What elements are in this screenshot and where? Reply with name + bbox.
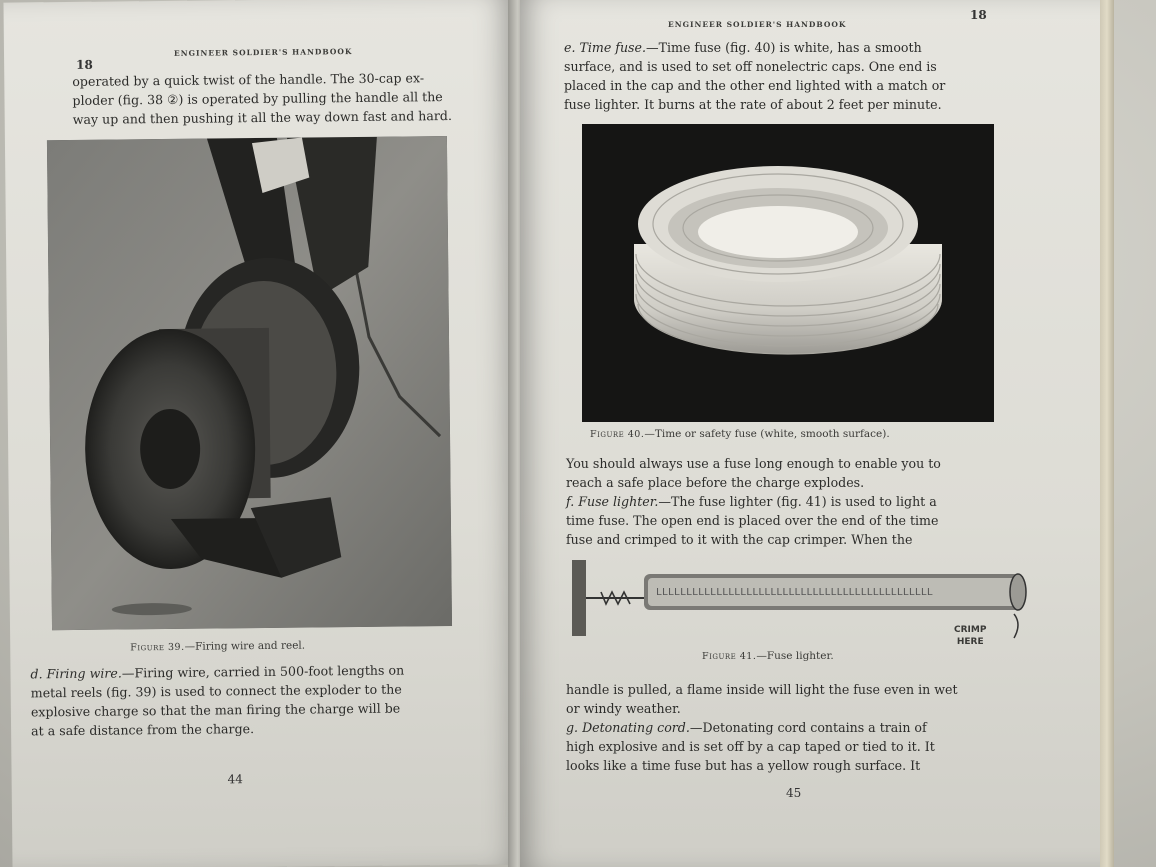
text-line: fuse lighter. It burns at the rate of about 2 feet per minute.	[564, 97, 942, 112]
text-line: reach a safe place before the charge explodes.	[566, 475, 865, 490]
text-line: —The fuse lighter (fig. 41) is used to light a	[658, 494, 937, 509]
right-paragraph	[566, 454, 1020, 549]
right-folio: 18	[970, 8, 987, 22]
figure-40-caption	[590, 428, 890, 440]
text-line: high explosive and is set off by a cap taped or tied to it. It	[566, 739, 935, 754]
text-line: time fuse. The open end is placed over the end of the time	[566, 513, 939, 528]
section-label: g. Detonating cord.	[566, 720, 690, 735]
text-line: looks like a time fuse but has a yellow rough surface. It	[566, 758, 921, 773]
right-page	[520, 0, 1102, 867]
caption-prefix: Figure 39.	[130, 641, 185, 654]
text-line: way up and then pushing it all the way down fast and hard.	[72, 107, 453, 127]
left-page	[3, 0, 518, 867]
text-line: or windy weather.	[566, 701, 681, 716]
text-line: at a safe distance from the charge.	[31, 721, 255, 739]
crimp-here-label	[954, 624, 986, 648]
section-label: e. Time fuse.	[564, 40, 646, 55]
figure-40-photo	[582, 124, 994, 422]
crimp-label-line2: HERE	[956, 637, 984, 647]
caption-prefix: Figure 40.	[590, 429, 645, 440]
text-line: ploder (fig. 38 ②) is operated by pulling the handle all the	[72, 89, 443, 108]
right-section-e	[564, 38, 994, 114]
book-cover-edge	[1100, 0, 1114, 867]
text-line: —Time fuse (fig. 40) is white, has a smooth	[645, 40, 922, 55]
figure-41-caption	[702, 650, 834, 662]
text-line: You should always use a fuse long enough to enable you to	[566, 456, 941, 471]
svg-text:LLLLLLLLLLLLLLLLLLLLLLLLLLLLLL: LLLLLLLLLLLLLLLLLLLLLLLLLLLLLLLLLLLLLLLLLLLLLL	[656, 587, 933, 598]
crimp-label-line1: CRIMP	[954, 625, 987, 635]
caption-text: —Time or safety fuse (white, smooth surface).	[644, 428, 890, 440]
text-line: explosive charge so that the man firing the charge will be	[30, 700, 401, 720]
time-fuse-coil-image	[582, 124, 994, 422]
left-running-head: ENGINEER SOLDIER'S HANDBOOK	[173, 47, 353, 58]
text-line: metal reels (fig. 39) is used to connect the exploder to the	[30, 681, 402, 701]
left-intro-text	[72, 68, 473, 129]
left-folio: 18	[76, 57, 93, 72]
caption-prefix: Figure 41.	[702, 651, 757, 662]
text-line: handle is pulled, a flame inside will light the fuse even in wet	[566, 682, 958, 697]
text-line: —Firing wire, carried in 500-foot lengths on	[121, 662, 405, 681]
text-line: fuse and crimped to it with the cap crimper. When the	[566, 532, 913, 547]
caption-text: —Fuse lighter.	[756, 650, 834, 662]
left-section-d	[30, 660, 471, 741]
right-running-head: ENGINEER SOLDIER'S HANDBOOK	[668, 20, 847, 29]
text-line: —Detonating cord contains a train of	[689, 720, 927, 735]
right-page-number: 45	[786, 786, 802, 800]
figure-39-photo	[47, 136, 452, 630]
text-line: placed in the cap and the other end lighted with a match or	[564, 78, 946, 93]
figure-39-caption	[130, 640, 305, 654]
section-label: d. Firing wire.	[30, 665, 122, 682]
firing-wire-reel-image	[47, 136, 452, 630]
section-label: f. Fuse lighter.	[566, 494, 659, 509]
left-page-number: 44	[227, 772, 243, 787]
text-line: surface, and is used to set off nonelectric caps. One end is	[564, 59, 937, 74]
right-section-g	[566, 680, 1036, 775]
text-line: operated by a quick twist of the handle. The 30-cap ex-	[72, 70, 425, 89]
caption-text: —Firing wire and reel.	[184, 639, 306, 653]
